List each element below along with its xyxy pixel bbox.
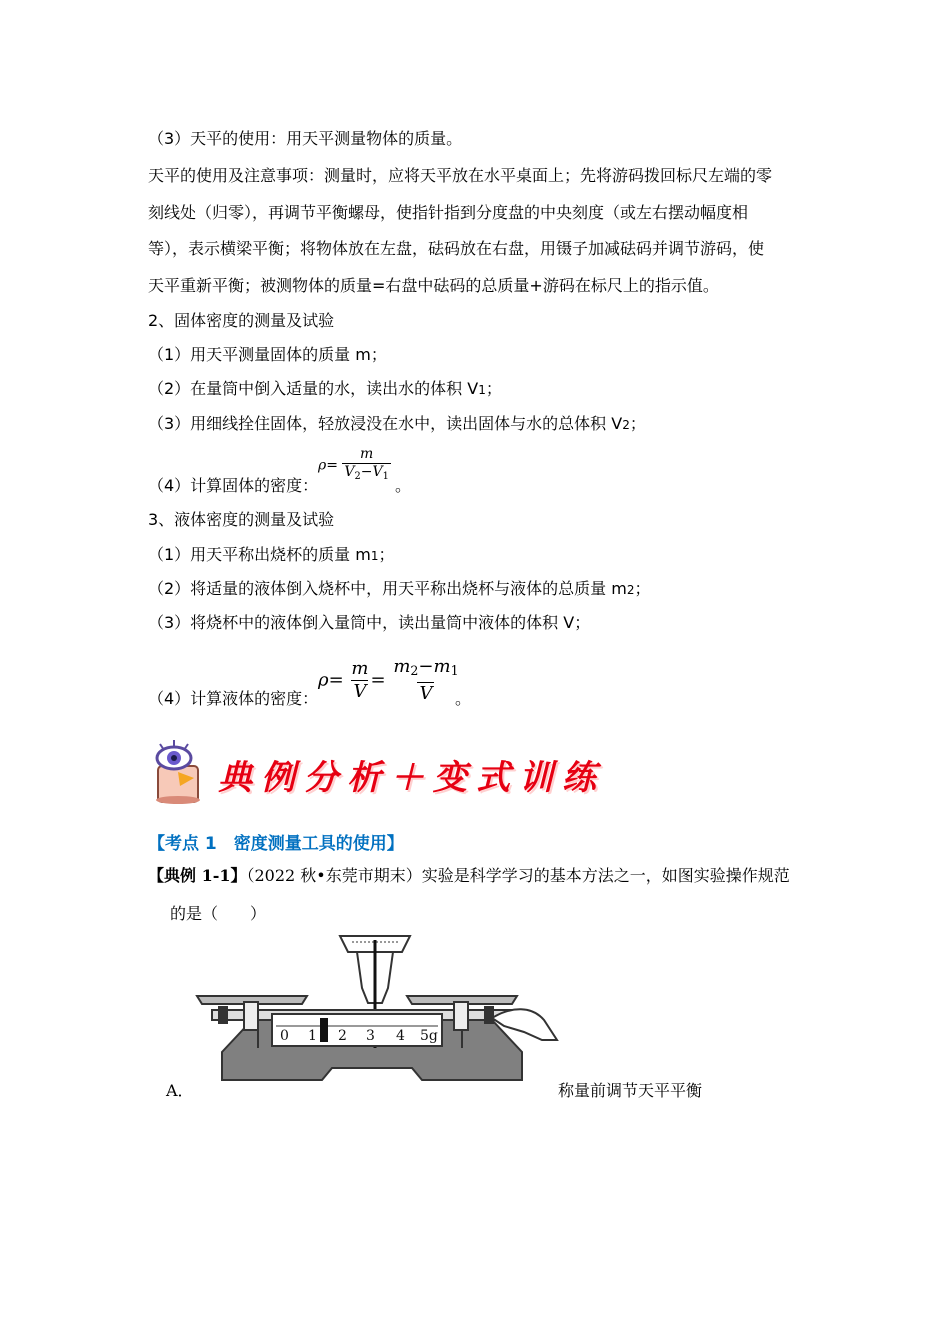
formula-solid-density [318,446,391,485]
subscript: 2 [622,418,630,432]
rho: ρ [318,457,327,474]
fraction [349,658,370,703]
text-line [148,413,646,436]
subscript: 1 [478,383,486,397]
denominator [342,463,390,485]
example-text: （2022 秋•东莞市期末）实验是科学学习的基本方法之一，如图实验操作规范 [246,866,790,885]
text-part: ； [629,414,646,433]
text-part: ； [485,379,502,398]
text-line: 天平的使用及注意事项：测量时，应将天平放在水平桌面上；先将游码拨回标尺左端的零 [148,166,773,185]
text-line: 等），表示横梁平衡；将物体放在左盘，砝码放在右盘，用镊子加减砝码并调节游码，使 [148,239,765,258]
period: 。 [395,476,412,495]
banner-title: 典例分析＋变式训练 [218,758,605,798]
option-a-label: A． [166,1081,194,1100]
text-line: 天平重新平衡；被测物体的质量=右盘中砝码的总质量+游码在标尺上的指示值。 [148,276,719,295]
text-part: （3）用细线拴住固体，轻放浸没在水中，读出固体与水的总体积 V [148,414,623,433]
period: 。 [455,689,472,708]
text-line: （4）计算固体的密度： [148,476,319,495]
tick-2: 2 [338,1028,347,1044]
text-part: （1）用天平称出烧杯的质量 m [148,545,371,564]
example-line [148,865,790,887]
sub: 2 [410,663,419,678]
sub: 1 [450,663,459,678]
sub: 1 [382,471,389,482]
balance-illustration [192,928,572,1108]
minus: − [418,656,434,677]
tick-4: 4 [396,1028,405,1044]
numerator: m [360,446,374,462]
scroll-eye-icon [150,738,210,806]
formula-liquid-density [318,656,461,705]
text-line [148,578,651,601]
numerator: m [351,658,369,679]
denominator: V [353,681,367,702]
sub: 2 [354,471,361,482]
section-heading: 2、固体密度的测量及试验 [148,311,335,330]
subscript: 2 [626,583,635,597]
example-line-2: 的是（ ） [170,904,267,923]
tick-5g: 5g [420,1028,438,1044]
text-part: （2）在量筒中倒入适量的水，读出水的体积 V [148,379,479,398]
subscript: 1 [370,549,379,563]
text-line: （3）将烧杯中的液体倒入量筒中，读出量筒中液体的体积 V； [148,613,591,632]
text-part: ； [634,579,651,598]
text-line [148,544,395,567]
tick-0: 0 [280,1028,289,1044]
text-line: （4）计算液体的密度： [148,689,319,708]
text-part: （2）将适量的液体倒入烧杯中，用天平称出烧杯与液体的总质量 m [148,579,627,598]
var: m [433,656,451,677]
text-line: 刻线处（归零），再调节平衡螺母，使指针指到分度盘的中央刻度（或左右摆动幅度相 [148,203,749,222]
option-a-caption: 称量前调节天平平衡 [558,1081,703,1100]
kaodian-heading: 【考点 1 密度测量工具的使用】 [148,834,404,854]
fraction [391,656,460,705]
fraction [342,446,390,485]
text-part: ； [378,545,395,564]
rider [320,1018,328,1042]
text-line [148,378,502,401]
section-heading: 3、液体密度的测量及试验 [148,510,335,529]
example-tag: 【典例 1-1】 [148,866,247,885]
tick-1: 1 [308,1028,317,1044]
minus: − [360,464,373,480]
tick-3: 3 [366,1028,375,1044]
equals: = [326,457,338,474]
equals: = [370,669,386,691]
numerator [391,656,460,682]
text-line: （1）用天平测量固体的质量 m； [148,345,387,364]
rho: ρ [318,669,329,691]
denominator: V [419,683,433,704]
var: V [344,464,355,480]
ruler [272,1014,442,1046]
var: m [393,656,411,677]
var: V [372,464,383,480]
text-line: （3）天平的使用：用天平测量物体的质量。 [148,129,463,148]
equals: = [328,669,344,691]
